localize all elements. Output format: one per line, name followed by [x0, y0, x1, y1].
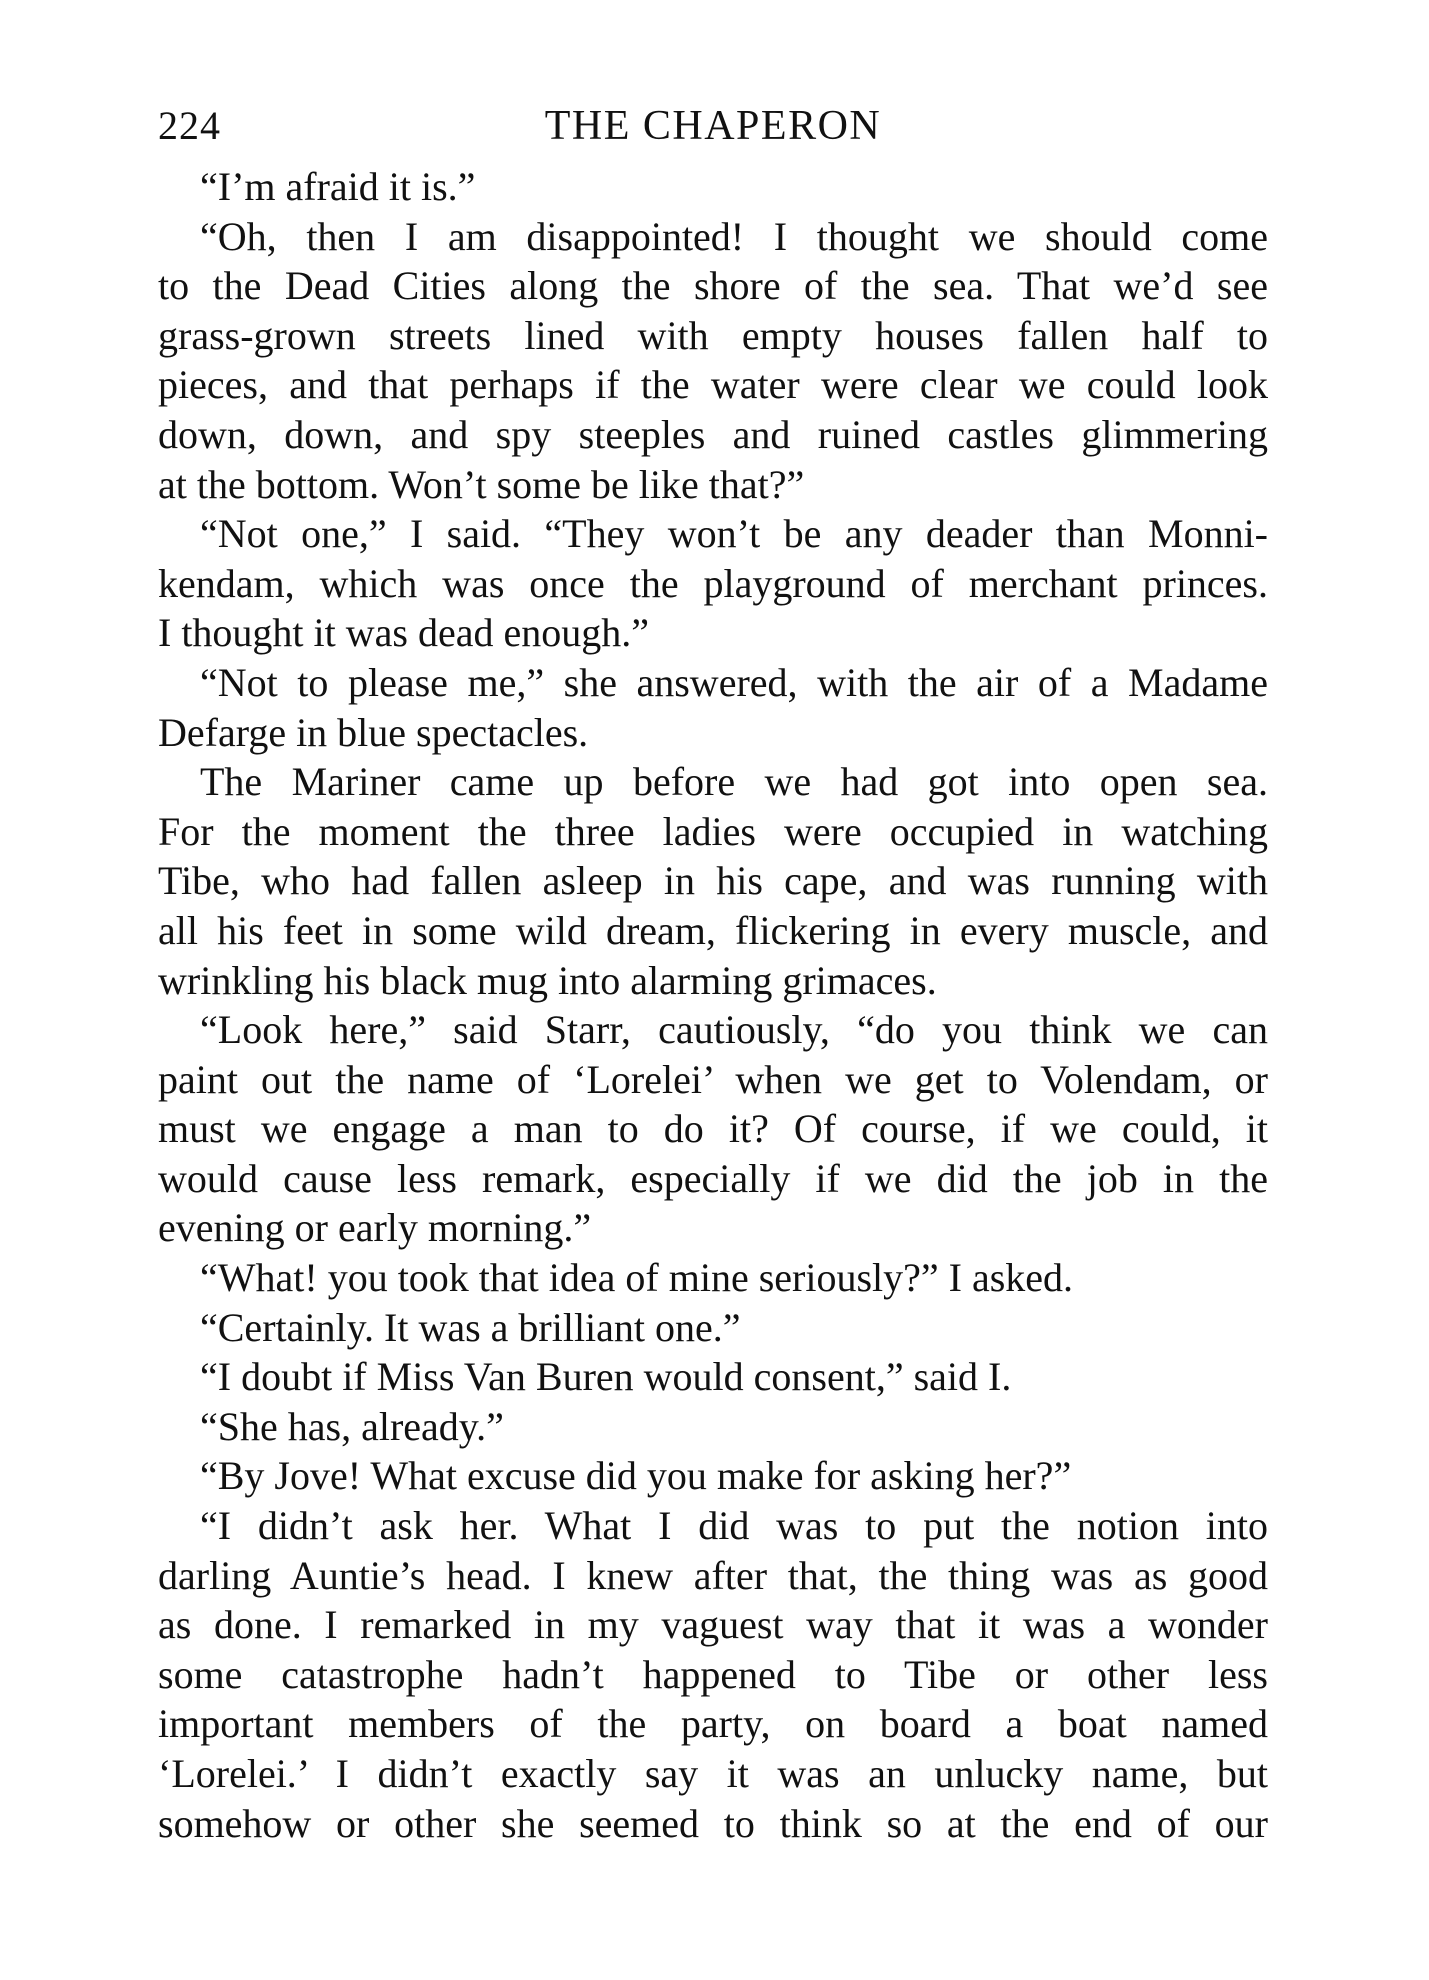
text-line: would cause less remark, especially if we did the job in the: [158, 1155, 1268, 1201]
text-line: must we engage a man to do it? Of course, if we could, it: [158, 1106, 1268, 1152]
text-line: pieces, and that perhaps if the water were clear we could look: [158, 362, 1268, 408]
text-line: ‘Lorelei.’ I didn’t exactly say it was an unlucky name, but: [158, 1751, 1268, 1796]
text-line: “What! you took that idea of mine seriously?” I asked.: [200, 1255, 1074, 1301]
text-line: “By Jove! What excuse did you make for asking her?”: [200, 1453, 1072, 1499]
page-number: 224: [158, 103, 221, 148]
text-line: “I’m afraid it is.”: [200, 164, 476, 209]
page-header: [158, 96, 1268, 158]
text-line: at the bottom. Won’t some be like that?”: [158, 461, 805, 507]
text-line: The Mariner came up before we had got into open sea.: [200, 759, 1268, 805]
text-line: For the moment the three ladies were occupied in watching: [158, 808, 1268, 854]
text-line: darling Auntie’s head. I knew after that, the thing was as good: [158, 1552, 1268, 1598]
text-line: Tibe, who had fallen asleep in his cape, and was running with: [158, 858, 1268, 904]
running-title: THE CHAPERON: [544, 103, 882, 149]
text-line: “Oh, then I am disappointed! I thought we should come: [200, 213, 1268, 259]
text-line: to the Dead Cities along the shore of the sea. That we’d see: [158, 263, 1268, 309]
body-text: [158, 162, 1268, 1848]
text-line: “I didn’t ask her. What I did was to put the notion into: [200, 1503, 1268, 1549]
text-line: paint out the name of ‘Lorelei’ when we get to Volendam, or: [158, 1056, 1268, 1102]
text-line: kendam, which was once the playground of merchant princes.: [158, 560, 1268, 606]
text-line: “Certainly. It was a brilliant one.”: [200, 1304, 741, 1350]
text-line: Defarge in blue spectacles.: [158, 709, 589, 755]
text-line: wrinkling his black mug into alarming grimaces.: [158, 957, 937, 1003]
text-line: important members of the party, on board a boat named: [158, 1701, 1268, 1747]
text-line: “I doubt if Miss Van Buren would consent,” said I.: [200, 1354, 1012, 1400]
text-line: as done. I remarked in my vaguest way that it was a wonder: [158, 1602, 1268, 1648]
book-page: [158, 96, 1268, 1848]
text-line: evening or early morning.”: [158, 1205, 592, 1251]
text-line: “Look here,” said Starr, cautiously, “do you think we can: [200, 1007, 1268, 1053]
text-line: somehow or other she seemed to think so at the end of our: [158, 1800, 1268, 1846]
text-line: all his feet in some wild dream, flickering in every muscle, and: [158, 907, 1268, 953]
text-line: “Not one,” I said. “They won’t be any deader than Monni-: [200, 511, 1268, 557]
text-line: “She has, already.”: [200, 1403, 504, 1449]
text-line: grass-grown streets lined with empty houses fallen half to: [158, 312, 1268, 358]
text-line: “Not to please me,” she answered, with the air of a Madame: [200, 659, 1268, 705]
text-line: down, down, and spy steeples and ruined castles glimmering: [158, 411, 1268, 457]
text-line: I thought it was dead enough.”: [158, 610, 649, 656]
text-line: some catastrophe hadn’t happened to Tibe or other less: [158, 1651, 1268, 1697]
